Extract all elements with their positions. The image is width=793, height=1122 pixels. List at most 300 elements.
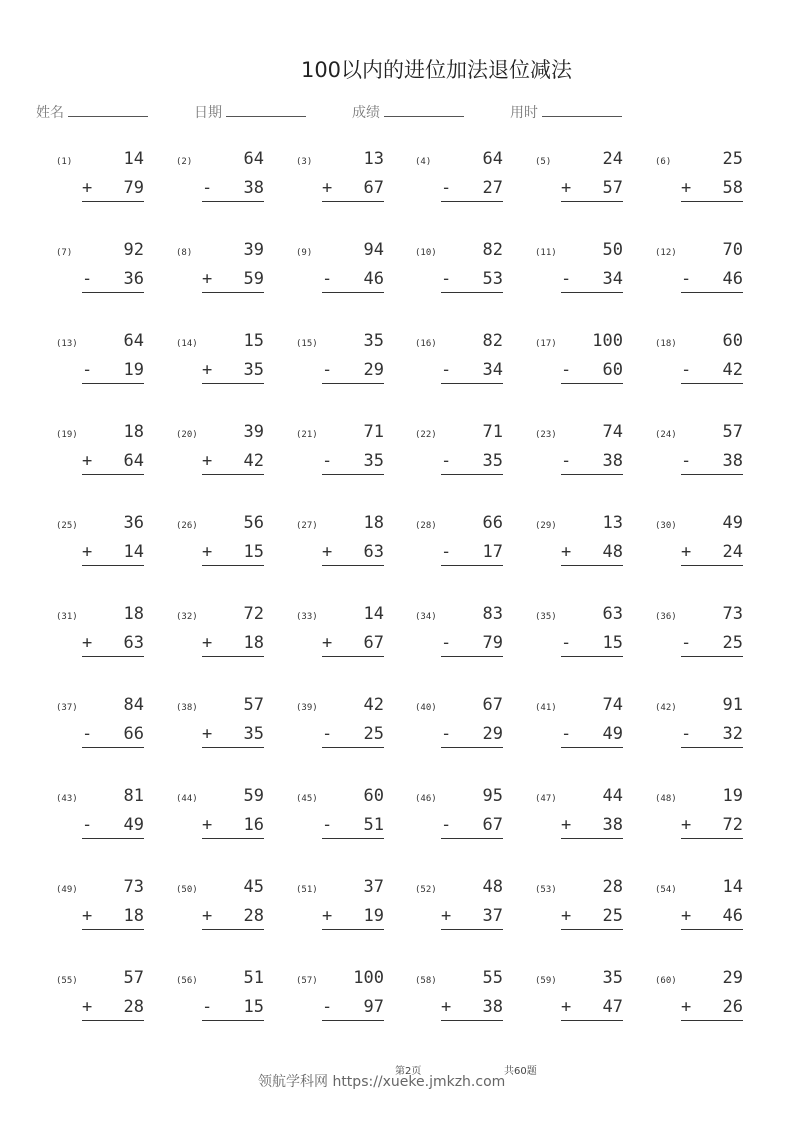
second-operand: 25 [722, 633, 743, 653]
operator-sign: - [82, 360, 93, 380]
answer-line[interactable] [681, 542, 743, 566]
operator-sign: - [441, 360, 452, 380]
operator-sign: + [681, 178, 692, 198]
answer-line[interactable] [561, 178, 623, 202]
problem-item [296, 149, 406, 212]
first-operand: 82 [482, 331, 503, 351]
first-operand: 73 [722, 604, 743, 624]
answer-line[interactable] [441, 633, 503, 657]
problem-item [296, 513, 406, 576]
first-operand: 15 [243, 331, 264, 351]
problem-number: (36) [655, 612, 677, 622]
answer-line[interactable] [681, 269, 743, 293]
problem-number: (51) [296, 885, 318, 895]
first-operand: 64 [482, 149, 503, 169]
problem-item [176, 786, 286, 849]
answer-line[interactable] [322, 997, 384, 1021]
answer-line[interactable] [681, 724, 743, 748]
problem-item [56, 786, 166, 849]
answer-line[interactable] [82, 997, 144, 1021]
second-operand: 57 [602, 178, 623, 198]
problem-number: (26) [176, 521, 198, 531]
operator-sign: + [82, 633, 93, 653]
answer-line[interactable] [82, 724, 144, 748]
operator-sign: + [82, 178, 93, 198]
answer-line[interactable] [202, 360, 264, 384]
operator-sign: + [441, 906, 452, 926]
operator-sign: + [681, 906, 692, 926]
second-operand: 38 [722, 451, 743, 471]
operator-sign: - [82, 269, 93, 289]
problem-item [535, 695, 645, 758]
page-title: 100以内的进位加法退位减法 [300, 58, 573, 82]
second-operand: 36 [123, 269, 144, 289]
answer-line[interactable] [82, 178, 144, 202]
first-operand: 57 [722, 422, 743, 442]
second-operand: 38 [602, 815, 623, 835]
problem-number: (56) [176, 976, 198, 986]
answer-line[interactable] [202, 542, 264, 566]
date-label: 日期 [194, 105, 222, 121]
first-operand: 35 [363, 331, 384, 351]
second-operand: 46 [722, 269, 743, 289]
problem-number: (21) [296, 430, 318, 440]
problem-item [56, 968, 166, 1031]
first-operand: 94 [363, 240, 384, 260]
problem-number: (30) [655, 521, 677, 531]
problem-item [415, 877, 525, 940]
answer-line[interactable] [82, 542, 144, 566]
problem-item [655, 604, 765, 667]
answer-line[interactable] [441, 997, 503, 1021]
problem-item [415, 331, 525, 394]
operator-sign: + [681, 815, 692, 835]
problem-item [535, 786, 645, 849]
problem-number: (39) [296, 703, 318, 713]
operator-sign: + [202, 451, 213, 471]
answer-line[interactable] [202, 997, 264, 1021]
operator-sign: - [322, 451, 333, 471]
first-operand: 73 [123, 877, 144, 897]
first-operand: 91 [722, 695, 743, 715]
problem-item [535, 149, 645, 212]
answer-line[interactable] [202, 633, 264, 657]
second-operand: 38 [602, 451, 623, 471]
second-operand: 27 [482, 178, 503, 198]
problem-item [535, 240, 645, 303]
problem-item [296, 422, 406, 485]
problem-number: (3) [296, 157, 313, 167]
second-operand: 46 [722, 906, 743, 926]
problem-number: (33) [296, 612, 318, 622]
operator-sign: + [441, 997, 452, 1017]
second-operand: 37 [482, 906, 503, 926]
first-operand: 51 [243, 968, 264, 988]
answer-line[interactable] [681, 360, 743, 384]
problem-number: (45) [296, 794, 318, 804]
problem-number: (2) [176, 157, 193, 167]
second-operand: 34 [602, 269, 623, 289]
answer-line[interactable] [561, 360, 623, 384]
problem-number: (7) [56, 248, 73, 258]
problem-item [56, 695, 166, 758]
operator-sign: + [202, 269, 213, 289]
second-operand: 42 [722, 360, 743, 380]
operator-sign: - [82, 815, 93, 835]
second-operand: 29 [363, 360, 384, 380]
operator-sign: + [681, 997, 692, 1017]
problem-item [415, 149, 525, 212]
problem-number: (54) [655, 885, 677, 895]
first-operand: 18 [123, 422, 144, 442]
problem-number: (52) [415, 885, 437, 895]
answer-line[interactable] [561, 451, 623, 475]
answer-line[interactable] [82, 360, 144, 384]
first-operand: 56 [243, 513, 264, 533]
first-operand: 100 [353, 968, 384, 988]
operator-sign: + [561, 906, 572, 926]
operator-sign: + [322, 178, 333, 198]
first-operand: 18 [123, 604, 144, 624]
problem-item [296, 786, 406, 849]
second-operand: 63 [363, 542, 384, 562]
answer-line[interactable] [202, 724, 264, 748]
second-operand: 46 [363, 269, 384, 289]
first-operand: 95 [482, 786, 503, 806]
answer-line[interactable] [322, 178, 384, 202]
page-footer [0, 1062, 793, 1092]
operator-sign: - [322, 997, 333, 1017]
first-operand: 60 [722, 331, 743, 351]
first-operand: 63 [602, 604, 623, 624]
problem-number: (31) [56, 612, 78, 622]
answer-line[interactable] [322, 269, 384, 293]
answer-line[interactable] [441, 724, 503, 748]
answer-line[interactable] [561, 906, 623, 930]
first-operand: 13 [602, 513, 623, 533]
problem-number: (55) [56, 976, 78, 986]
problem-item [655, 968, 765, 1031]
operator-sign: + [561, 815, 572, 835]
second-operand: 60 [602, 360, 623, 380]
operator-sign: + [202, 815, 213, 835]
second-operand: 49 [123, 815, 144, 835]
first-operand: 37 [363, 877, 384, 897]
first-operand: 64 [123, 331, 144, 351]
second-operand: 38 [482, 997, 503, 1017]
first-operand: 49 [722, 513, 743, 533]
answer-line[interactable] [561, 633, 623, 657]
problem-item [655, 149, 765, 212]
operator-sign: - [322, 724, 333, 744]
first-operand: 71 [482, 422, 503, 442]
second-operand: 51 [363, 815, 384, 835]
second-operand: 24 [722, 542, 743, 562]
answer-line[interactable] [202, 178, 264, 202]
operator-sign: - [561, 633, 572, 653]
second-operand: 67 [482, 815, 503, 835]
operator-sign: + [322, 542, 333, 562]
problem-number: (9) [296, 248, 313, 258]
first-operand: 50 [602, 240, 623, 260]
problem-item [176, 877, 286, 940]
answer-line[interactable] [681, 997, 743, 1021]
operator-sign: - [441, 542, 452, 562]
second-operand: 16 [243, 815, 264, 835]
problem-item [296, 695, 406, 758]
answer-line[interactable] [681, 178, 743, 202]
second-operand: 28 [123, 997, 144, 1017]
first-operand: 48 [482, 877, 503, 897]
problem-number: (13) [56, 339, 78, 349]
problem-item [56, 604, 166, 667]
problem-item [535, 422, 645, 485]
answer-line[interactable] [681, 451, 743, 475]
operator-sign: + [561, 542, 572, 562]
first-operand: 74 [602, 422, 623, 442]
second-operand: 67 [363, 178, 384, 198]
answer-line[interactable] [322, 360, 384, 384]
first-operand: 14 [123, 149, 144, 169]
operator-sign: + [322, 633, 333, 653]
problem-item [535, 604, 645, 667]
second-operand: 32 [722, 724, 743, 744]
second-operand: 35 [363, 451, 384, 471]
problem-number: (20) [176, 430, 198, 440]
page-number: 第2页 [395, 1066, 422, 1077]
operator-sign: - [441, 269, 452, 289]
operator-sign: + [82, 451, 93, 471]
problem-item [535, 513, 645, 576]
problem-number: (32) [176, 612, 198, 622]
problem-item [415, 786, 525, 849]
problem-item [415, 695, 525, 758]
problem-item [176, 695, 286, 758]
first-operand: 14 [722, 877, 743, 897]
problem-number: (40) [415, 703, 437, 713]
answer-line[interactable] [561, 724, 623, 748]
operator-sign: + [561, 997, 572, 1017]
problem-item [296, 240, 406, 303]
second-operand: 25 [602, 906, 623, 926]
problem-number: (38) [176, 703, 198, 713]
problem-item [176, 422, 286, 485]
answer-line[interactable] [322, 542, 384, 566]
answer-line[interactable] [202, 269, 264, 293]
problem-item [176, 968, 286, 1031]
second-operand: 15 [243, 997, 264, 1017]
second-operand: 97 [363, 997, 384, 1017]
first-operand: 14 [363, 604, 384, 624]
first-operand: 74 [602, 695, 623, 715]
second-operand: 34 [482, 360, 503, 380]
first-operand: 83 [482, 604, 503, 624]
problem-number: (59) [535, 976, 557, 986]
answer-line[interactable] [561, 997, 623, 1021]
problem-number: (4) [415, 157, 432, 167]
first-operand: 59 [243, 786, 264, 806]
watermark-text: 领航学科网 https://xueke.jmkzh.com [258, 1074, 506, 1090]
second-operand: 17 [482, 542, 503, 562]
answer-line[interactable] [441, 451, 503, 475]
second-operand: 79 [482, 633, 503, 653]
problem-number: (15) [296, 339, 318, 349]
problem-item [176, 604, 286, 667]
first-operand: 84 [123, 695, 144, 715]
problem-number: (16) [415, 339, 437, 349]
second-operand: 63 [123, 633, 144, 653]
second-operand: 47 [602, 997, 623, 1017]
operator-sign: - [202, 997, 213, 1017]
answer-line[interactable] [82, 451, 144, 475]
operator-sign: + [82, 542, 93, 562]
answer-line[interactable] [82, 633, 144, 657]
problem-item [176, 240, 286, 303]
answer-line[interactable] [441, 542, 503, 566]
operator-sign: + [202, 360, 213, 380]
problem-number: (34) [415, 612, 437, 622]
operator-sign: - [441, 815, 452, 835]
answer-line[interactable] [82, 815, 144, 839]
answer-line[interactable] [441, 178, 503, 202]
problem-item [415, 968, 525, 1031]
problem-number: (25) [56, 521, 78, 531]
second-operand: 35 [482, 451, 503, 471]
first-operand: 29 [722, 968, 743, 988]
problem-item [655, 695, 765, 758]
answer-line[interactable] [441, 815, 503, 839]
answer-line[interactable] [202, 815, 264, 839]
second-operand: 59 [243, 269, 264, 289]
answer-line[interactable] [561, 269, 623, 293]
second-operand: 26 [722, 997, 743, 1017]
first-operand: 67 [482, 695, 503, 715]
second-operand: 14 [123, 542, 144, 562]
first-operand: 64 [243, 149, 264, 169]
second-operand: 72 [722, 815, 743, 835]
answer-line[interactable] [322, 451, 384, 475]
problem-item [655, 422, 765, 485]
first-operand: 66 [482, 513, 503, 533]
operator-sign: - [681, 451, 692, 471]
operator-sign: + [82, 997, 93, 1017]
problem-number: (44) [176, 794, 198, 804]
operator-sign: - [561, 451, 572, 471]
answer-line[interactable] [561, 815, 623, 839]
second-operand: 18 [243, 633, 264, 653]
answer-line[interactable] [441, 269, 503, 293]
first-operand: 92 [123, 240, 144, 260]
second-operand: 48 [602, 542, 623, 562]
problem-number: (41) [535, 703, 557, 713]
problem-item [655, 331, 765, 394]
problem-item [655, 240, 765, 303]
second-operand: 58 [722, 178, 743, 198]
problem-item [655, 786, 765, 849]
problem-number: (29) [535, 521, 557, 531]
operator-sign: + [202, 633, 213, 653]
first-operand: 82 [482, 240, 503, 260]
problem-number: (50) [176, 885, 198, 895]
problem-item [176, 331, 286, 394]
first-operand: 36 [123, 513, 144, 533]
answer-line[interactable] [202, 906, 264, 930]
first-operand: 35 [602, 968, 623, 988]
first-operand: 39 [243, 240, 264, 260]
problem-item [296, 604, 406, 667]
second-operand: 15 [243, 542, 264, 562]
second-operand: 38 [243, 178, 264, 198]
first-operand: 71 [363, 422, 384, 442]
first-operand: 42 [363, 695, 384, 715]
problem-item [415, 240, 525, 303]
problem-number: (24) [655, 430, 677, 440]
answer-line[interactable] [561, 542, 623, 566]
problem-item [56, 422, 166, 485]
second-operand: 25 [363, 724, 384, 744]
operator-sign: - [561, 724, 572, 744]
answer-line[interactable] [202, 451, 264, 475]
problem-item [535, 877, 645, 940]
problem-item [296, 968, 406, 1031]
answer-line[interactable] [681, 633, 743, 657]
first-operand: 60 [363, 786, 384, 806]
second-operand: 66 [123, 724, 144, 744]
answer-line[interactable] [322, 906, 384, 930]
operator-sign: - [441, 633, 452, 653]
first-operand: 57 [123, 968, 144, 988]
second-operand: 42 [243, 451, 264, 471]
problem-item [56, 149, 166, 212]
answer-line[interactable] [82, 906, 144, 930]
problem-item [415, 513, 525, 576]
problem-item [655, 513, 765, 576]
answer-line[interactable] [322, 815, 384, 839]
problem-item [176, 149, 286, 212]
problem-number: (17) [535, 339, 557, 349]
score-label: 成绩 [352, 105, 380, 121]
problem-item [296, 877, 406, 940]
answer-line[interactable] [441, 906, 503, 930]
second-operand: 49 [602, 724, 623, 744]
second-operand: 67 [363, 633, 384, 653]
second-operand: 19 [123, 360, 144, 380]
first-operand: 57 [243, 695, 264, 715]
operator-sign: - [441, 178, 452, 198]
operator-sign: + [82, 906, 93, 926]
first-operand: 72 [243, 604, 264, 624]
name-label: 姓名 [36, 105, 64, 121]
answer-line[interactable] [681, 906, 743, 930]
answer-line[interactable] [441, 360, 503, 384]
problem-number: (12) [655, 248, 677, 258]
problem-number: (10) [415, 248, 437, 258]
problem-item [535, 331, 645, 394]
answer-line[interactable] [681, 815, 743, 839]
answer-line[interactable] [322, 633, 384, 657]
answer-line[interactable] [322, 724, 384, 748]
problem-number: (6) [655, 157, 672, 167]
problem-item [415, 422, 525, 485]
operator-sign: + [561, 178, 572, 198]
answer-line[interactable] [82, 269, 144, 293]
first-operand: 70 [722, 240, 743, 260]
second-operand: 18 [123, 906, 144, 926]
operator-sign: - [441, 451, 452, 471]
problem-item [296, 331, 406, 394]
problem-item [56, 240, 166, 303]
problem-item [56, 331, 166, 394]
